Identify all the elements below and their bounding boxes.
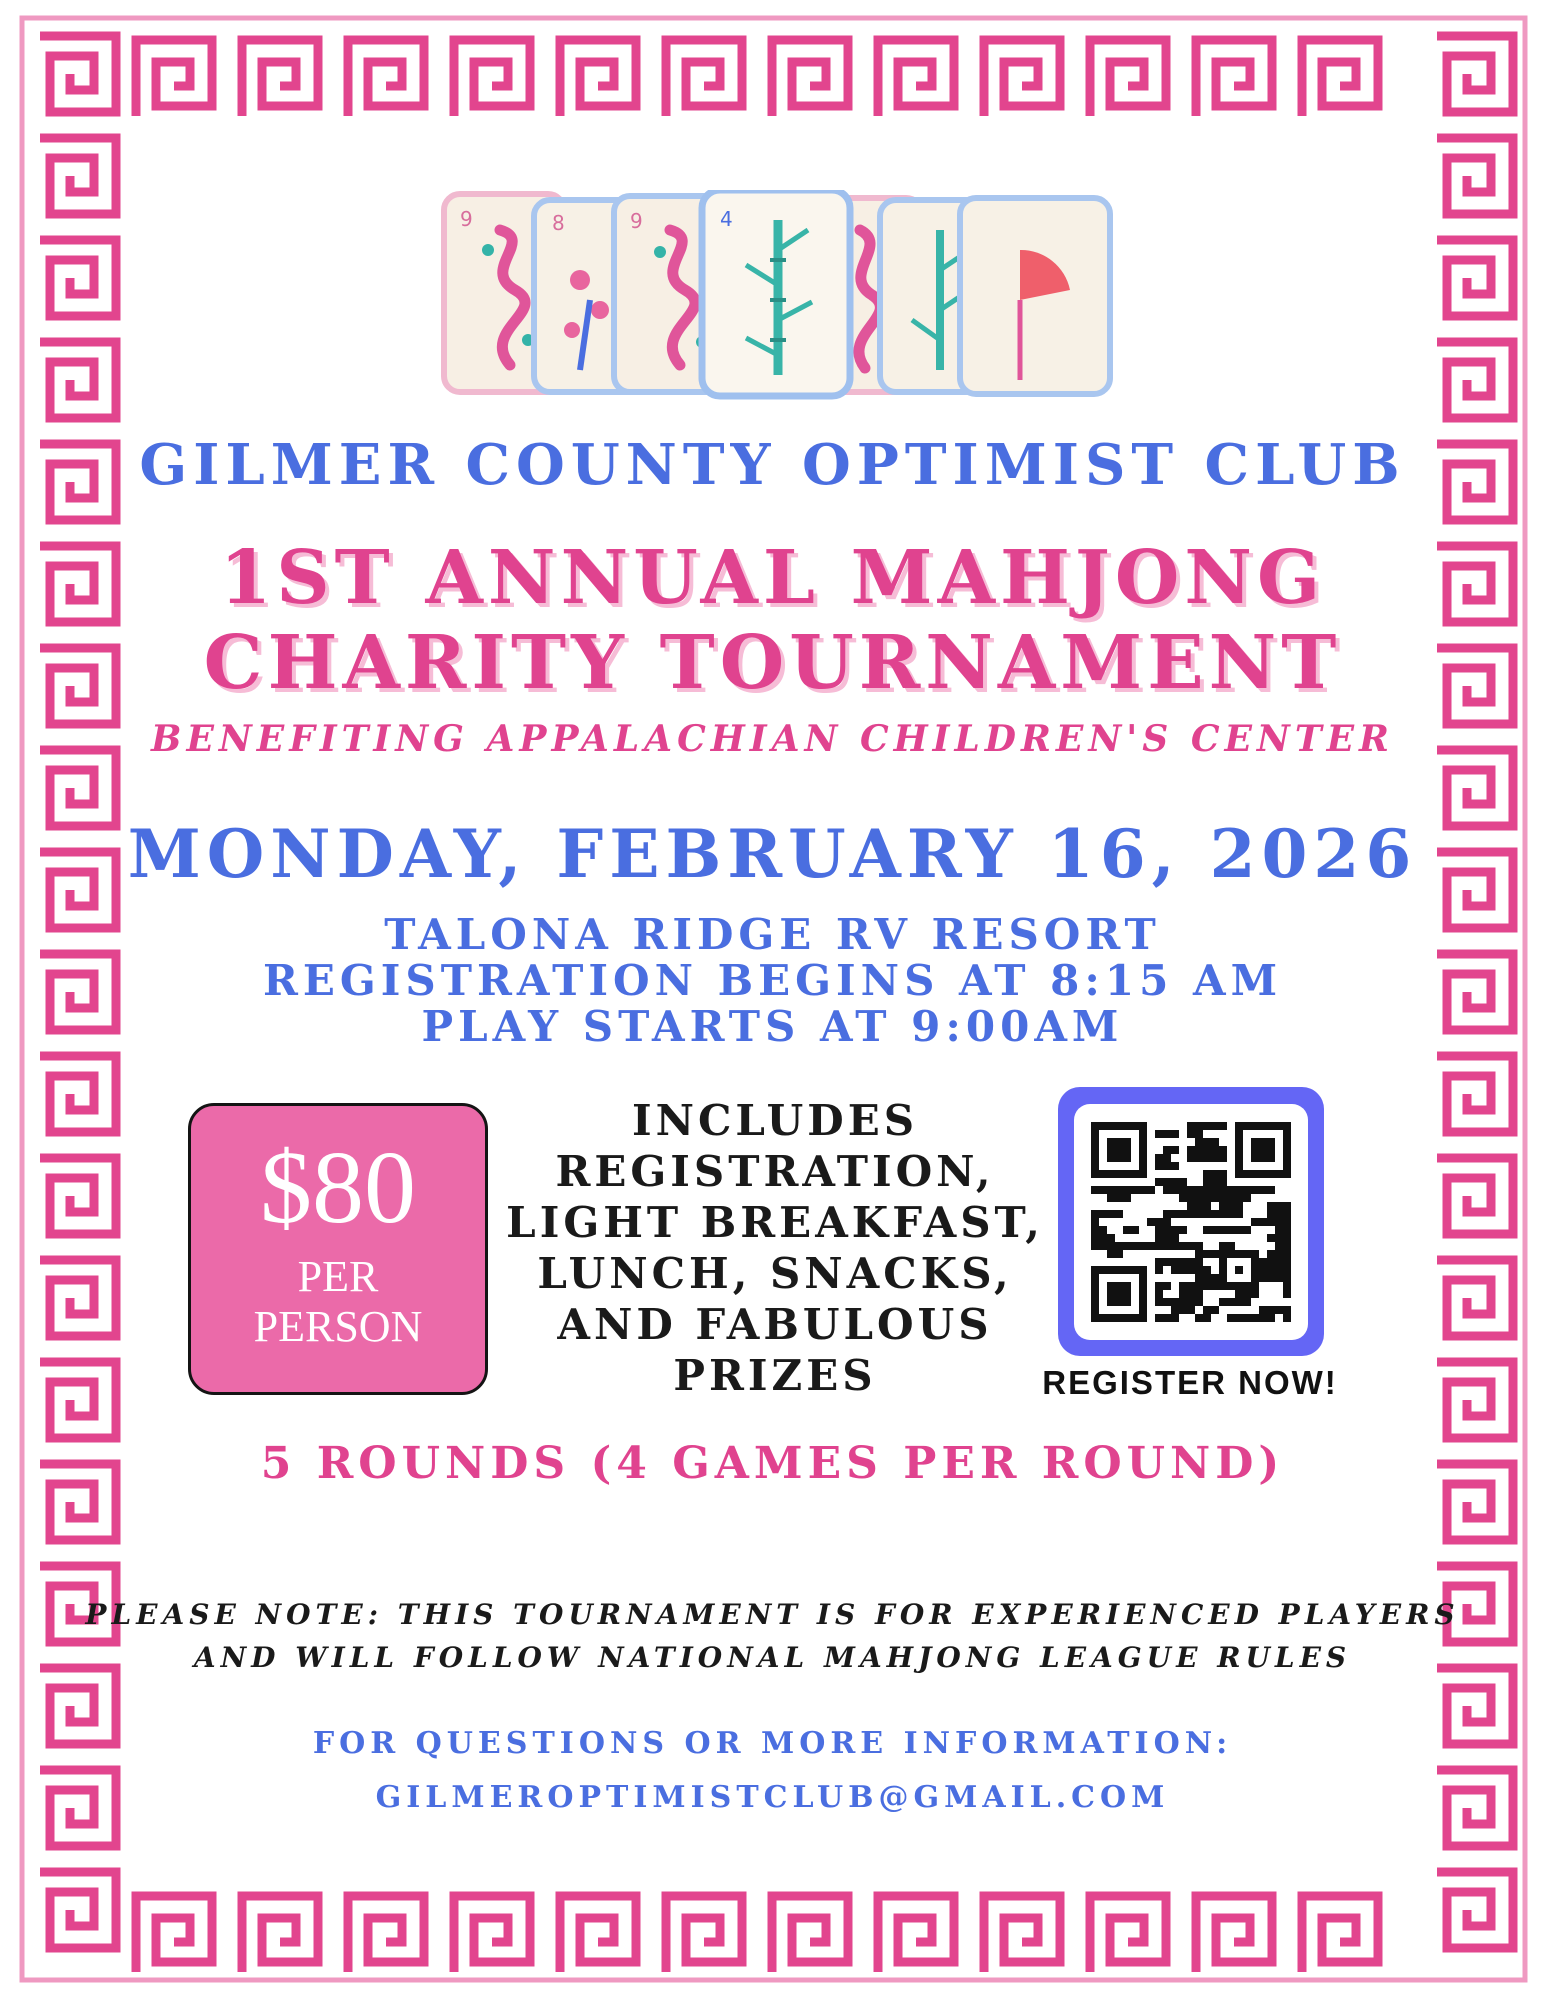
greek-key-motif bbox=[454, 1896, 530, 1972]
tournament-title-line2: CHARITY TOURNAMENT bbox=[203, 620, 1342, 706]
tile-number: 9 bbox=[630, 209, 643, 233]
greek-key-motif bbox=[1302, 1896, 1378, 1972]
mahjong-tiles-illustration bbox=[440, 190, 1120, 400]
greek-key-motif bbox=[40, 342, 116, 418]
qr-code-frame[interactable] bbox=[1058, 1087, 1324, 1356]
tile-bamboo-4 bbox=[702, 190, 850, 396]
price-box bbox=[188, 1103, 488, 1395]
greek-key-motif bbox=[40, 36, 116, 112]
price-unit-line2: PERSON bbox=[253, 1302, 423, 1351]
includes-line: LIGHT BREAKFAST, bbox=[506, 1198, 1044, 1247]
greek-key-motif bbox=[772, 1896, 848, 1972]
greek-key-motif bbox=[348, 40, 424, 116]
greek-key-motif bbox=[666, 40, 742, 116]
greek-key-motif bbox=[1437, 138, 1513, 214]
includes-line: REGISTRATION, bbox=[555, 1147, 995, 1196]
greek-key-motif bbox=[1090, 1896, 1166, 1972]
tile-number: 8 bbox=[552, 211, 565, 235]
includes-line: PRIZES bbox=[673, 1351, 877, 1400]
greek-key-motif bbox=[1437, 1362, 1513, 1438]
tournament-title-line1: 1ST ANNUAL MAHJONG bbox=[219, 535, 1326, 621]
greek-key-motif bbox=[984, 1896, 1060, 1972]
greek-key-motif bbox=[40, 1158, 116, 1234]
greek-key-motif bbox=[40, 1056, 116, 1132]
greek-key-motif bbox=[878, 1896, 954, 1972]
contact-email[interactable]: GILMEROPTIMISTCLUB@GMAIL.COM bbox=[375, 1780, 1170, 1815]
tile-fan bbox=[960, 198, 1110, 394]
tile-number: 4 bbox=[720, 207, 733, 231]
includes-line: LUNCH, SNACKS, bbox=[537, 1249, 1013, 1298]
includes-line: INCLUDES bbox=[631, 1096, 919, 1145]
greek-key-motif bbox=[1437, 36, 1513, 112]
greek-key-motif bbox=[40, 240, 116, 316]
qr-code-background bbox=[1074, 1104, 1308, 1340]
note-line2: AND WILL FOLLOW NATIONAL MAHJONG LEAGUE RULES bbox=[193, 1641, 1352, 1674]
greek-key-motif bbox=[348, 1896, 424, 1972]
price-unit-line1: PER bbox=[297, 1252, 379, 1301]
greek-key-motif bbox=[454, 40, 530, 116]
greek-key-motif bbox=[40, 1872, 116, 1948]
greek-key-motif bbox=[242, 40, 318, 116]
greek-key-motif bbox=[40, 1362, 116, 1438]
organization-name: GILMER COUNTY OPTIMIST CLUB bbox=[139, 432, 1406, 498]
event-date: MONDAY, FEBRUARY 16, 2026 bbox=[127, 815, 1418, 893]
greek-key-motif bbox=[878, 40, 954, 116]
greek-key-motif bbox=[242, 1896, 318, 1972]
register-now-label: REGISTER NOW! bbox=[1042, 1364, 1338, 1401]
benefiting-text: BENEFITING APPALACHIAN CHILDREN'S CENTER bbox=[151, 718, 1394, 760]
play-time: PLAY STARTS AT 9:00AM bbox=[421, 1002, 1124, 1051]
greek-key-motif bbox=[1437, 240, 1513, 316]
tile-number: 9 bbox=[460, 207, 473, 231]
greek-key-motif bbox=[984, 40, 1060, 116]
contact-label: FOR QUESTIONS OR MORE INFORMATION: bbox=[312, 1726, 1233, 1761]
includes-line: AND FABULOUS bbox=[557, 1300, 993, 1349]
price-unit bbox=[191, 1252, 485, 1352]
greek-key-motif bbox=[1437, 1056, 1513, 1132]
price-amount: $80 bbox=[260, 1130, 416, 1245]
greek-key-motif bbox=[1437, 342, 1513, 418]
event-venue: TALONA RIDGE RV RESORT bbox=[384, 910, 1161, 959]
greek-key-motif bbox=[1437, 1260, 1513, 1336]
greek-key-motif bbox=[560, 1896, 636, 1972]
greek-key-motif bbox=[136, 40, 212, 116]
greek-key-motif bbox=[40, 1260, 116, 1336]
greek-key-motif bbox=[1302, 40, 1378, 116]
greek-key-motif bbox=[772, 40, 848, 116]
greek-key-motif bbox=[1437, 1872, 1513, 1948]
greek-key-motif bbox=[666, 1896, 742, 1972]
greek-key-motif bbox=[1196, 1896, 1272, 1972]
greek-key-motif bbox=[40, 138, 116, 214]
greek-key-motif bbox=[1196, 40, 1272, 116]
rounds-info: 5 ROUNDS (4 GAMES PER ROUND) bbox=[260, 1438, 1285, 1489]
note-line1: PLEASE NOTE: THIS TOURNAMENT IS FOR EXPERIENCED PLAYERS bbox=[85, 1598, 1460, 1631]
greek-key-motif bbox=[1090, 40, 1166, 116]
registration-time: REGISTRATION BEGINS AT 8:15 AM bbox=[262, 956, 1283, 1005]
qr-code-icon[interactable] bbox=[1091, 1122, 1291, 1322]
greek-key-motif bbox=[560, 40, 636, 116]
greek-key-motif bbox=[136, 1896, 212, 1972]
includes-list bbox=[500, 1095, 1050, 1401]
greek-key-motif bbox=[1437, 1158, 1513, 1234]
